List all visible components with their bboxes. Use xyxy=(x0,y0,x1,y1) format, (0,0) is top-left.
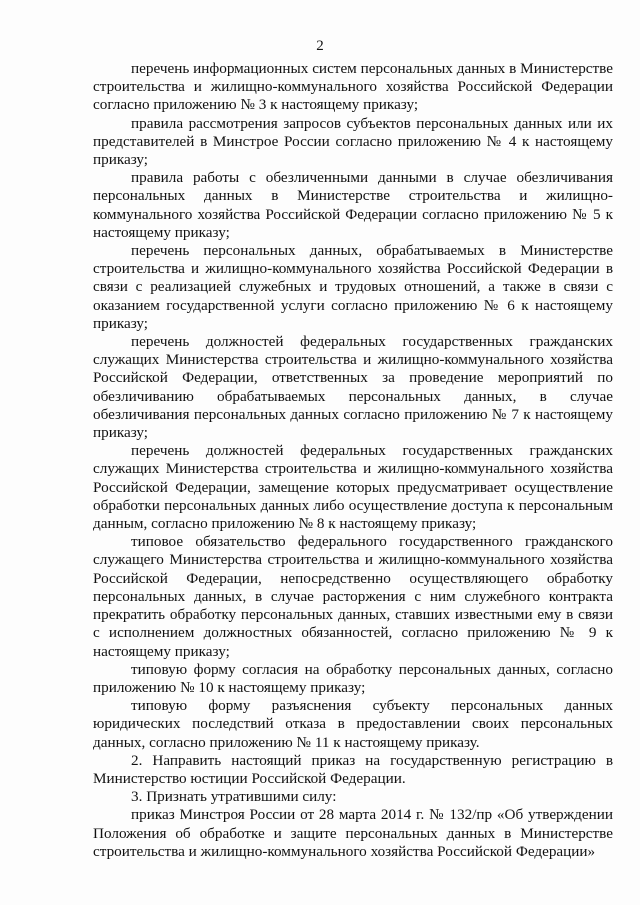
list-item-explanation-form: типовую форму разъяснения субъекту персональных данных юридических последствий отказа в предоставлении своих персональных данных, согласно приложению № 11 к настоящему приказу. xyxy=(93,697,613,751)
list-item-access-positions: перечень должностей федеральных государственных гражданских служащих Министерства строительства и жилищно-коммунального хозяйства Российской Федерации, замещение которых предусматривает осуществление обработки персональных данных либо осуществление доступа к персональным данным, согласно приложению № 8 к настоящему приказу; xyxy=(93,442,613,533)
document-body xyxy=(93,60,613,861)
list-item-standard-obligation: типовое обязательство федерального государственного гражданского служащего Министерства строительства и жилищно-коммунального хозяйства Российской Федерации, непосредственно осуществляющего обработку персональных данных, в случае расторжения с ним служебного контракта прекратить обработку персональных данных, ставших известными ему в связи с исполнением должностных обязанностей, согласно приложению № 9 к настоящему приказу; xyxy=(93,533,613,660)
list-item-personal-data-list: перечень персональных данных, обрабатываемых в Министерстве строительства и жилищно-коммунального хозяйства Российской Федерации в связи с реализацией служебных и трудовых отношений, а также в связи с оказанием государственной услуги согласно приложению № 6 к настоящему приказу; xyxy=(93,242,613,332)
paragraph-repealed-order: приказ Минстроя России от 28 марта 2014 г. № 132/пр «Об утверждении Положения об обработке и защите персональных данных в Министерстве строительства и жилищно-коммунального хозяйства Российской Федерации» xyxy=(93,806,613,860)
paragraph-repeal-heading: 3. Признать утратившими силу: xyxy=(131,788,337,806)
list-item-anonymization-positions: перечень должностей федеральных государственных гражданских служащих Министерства строительства и жилищно-коммунального хозяйства Российской Федерации, ответственных за проведение мероприятий по обезличиванию обрабатываемых персональных данных, в случае обезличивания персональных данных согласно приложению № 7 к настоящему приказу; xyxy=(93,333,613,442)
list-item-consent-form: типовую форму согласия на обработку персональных данных, согласно приложению № 10 к настоящему приказу; xyxy=(93,660,613,696)
page-number: 2 xyxy=(316,38,324,54)
paragraph-registration: 2. Направить настоящий приказ на государственную регистрацию в Министерство юстиции Российской Федерации. xyxy=(93,751,613,787)
list-item-request-rules: правила рассмотрения запросов субъектов персональных данных или их представителей в Минстрое России согласно приложению № 4 к настоящему приказу; xyxy=(93,114,613,169)
list-item-anonymized-data-rules: правила работы с обезличенными данными в случае обезличивания персональных данных в Министерстве строительства и жилищно-коммунального хозяйства Российской Федерации согласно приложению № 5 к настоящему приказу; xyxy=(93,169,613,241)
list-item-information-systems: перечень информационных систем персональных данных в Министерстве строительства и жилищно-коммунального хозяйства Российской Федерации согласно приложению № 3 к настоящему приказу; xyxy=(93,60,613,114)
